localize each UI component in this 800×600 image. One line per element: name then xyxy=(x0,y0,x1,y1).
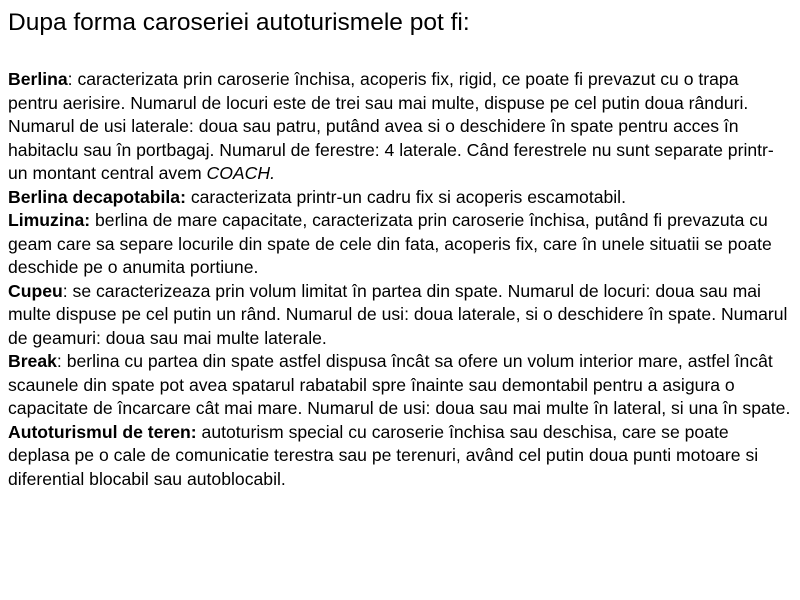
definition-term: Autoturismul de teren: xyxy=(8,421,197,442)
definition-text: se caracterizeaza prin volum limitat în partea din spate. Numarul de locuri: doua sau mai multe dispuse pe cel putin un rând. Numarul de usi: doua laterale, si o deschidere în spate. Numarul de geamuri: doua sau mai multe laterale. xyxy=(8,280,788,348)
definition-berlina xyxy=(8,68,792,186)
definition-break xyxy=(8,350,792,421)
definition-term: Cupeu xyxy=(8,280,63,301)
definition-autoturism-teren xyxy=(8,421,792,492)
definition-term: Berlina xyxy=(8,69,68,89)
definition-berlina-decapotabila xyxy=(8,186,792,210)
definition-text: caracterizata prin caroserie închisa, acoperis fix, rigid, ce poate fi prevazut cu o trapa pentru aerisire. Numarul de locuri este de trei sau mai multe, dispuse pe cel putin doua rânduri. Numarul de usi laterale: doua sau patru, putând avea si o deschidere în spate pentru acces în habitaclu sau în portbagaj. Numarul de ferestre: 4 laterale. Când ferestrele nu sunt separate printr-un montant central avem xyxy=(8,69,774,183)
definition-text: autoturism special cu caroserie închisa sau deschisa, care se poate deplasa pe o cale de comunicatie terestra sau pe terenuri, având cel putin doua punti motoare si diferential blocabil sau autoblocabil. xyxy=(8,421,759,489)
definition-separator: : xyxy=(56,351,67,371)
slide-title: Dupa forma caroseriei autoturismele pot fi: xyxy=(8,9,470,36)
definition-limuzina xyxy=(8,209,792,280)
definition-text: caracterizata printr-un cadru fix si acoperis escamotabil. xyxy=(190,186,626,207)
definition-term: Berlina decapotabila: xyxy=(8,186,186,207)
definition-term: Break xyxy=(8,351,57,371)
definition-cupeu xyxy=(8,280,792,351)
definition-separator: : xyxy=(62,280,73,301)
definition-separator: : xyxy=(67,69,78,89)
definitions-list xyxy=(8,68,792,491)
definition-emphasis: COACH. xyxy=(206,163,275,183)
definition-text: berlina cu partea din spate astfel dispusa încât sa ofere un volum interior mare, astfel încât scaunele din spate pot avea spatarul rabatabil spre înainte sau demontabil pentru a asigura o capacitate de încarcare cât mai mare. Numarul de usi: doua sau mai multe în lateral, si una în spate. xyxy=(8,351,791,418)
definition-term: Limuzina: xyxy=(8,210,91,230)
definition-text: berlina de mare capacitate, caracterizata prin caroserie închisa, putând fi prevazuta cu geam care sa separe locurile din spate de cele din fata, acoperis fix, care în unele situatii se poate deschide pe o anumita portiune. xyxy=(8,210,772,277)
